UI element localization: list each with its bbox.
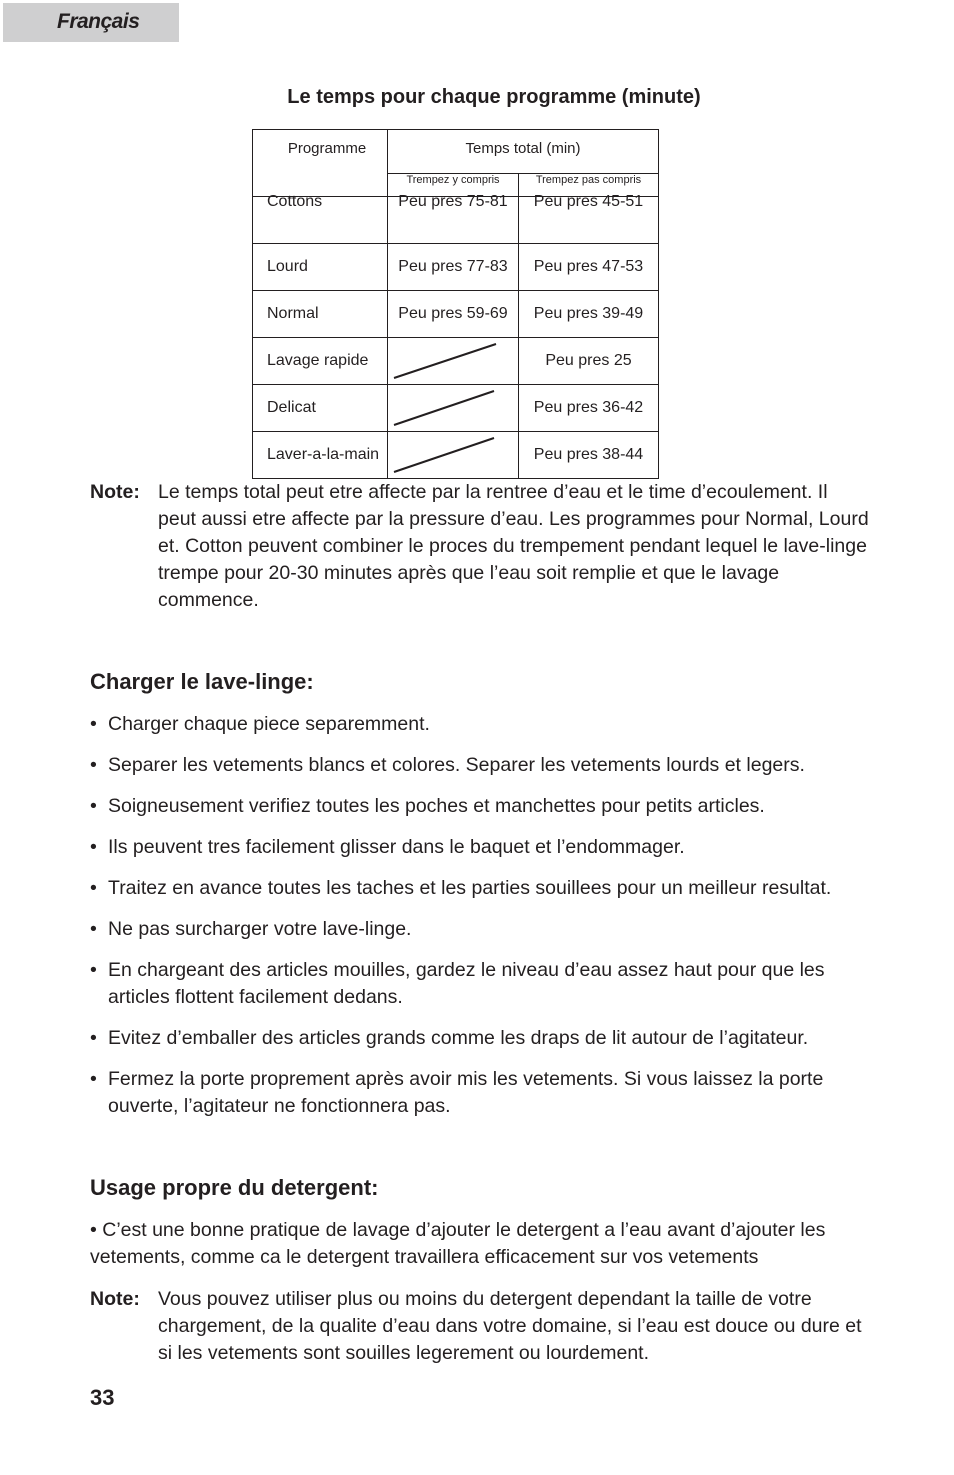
list-item: • Charger chaque piece separemment. — [90, 711, 870, 738]
time-with-soak: Peu pres 75-81 — [398, 193, 508, 210]
time-without-soak: Peu pres 45-51 — [533, 193, 644, 210]
time-with-soak: Peu pres 59-69 — [398, 305, 508, 322]
table-row — [253, 432, 659, 479]
table-row — [253, 244, 659, 291]
list-item: • En chargeant des articles mouilles, gardez le niveau d’eau assez haut pour que les articles flottent facilement dedans. — [90, 957, 870, 1011]
header-total-time: Temps total (min) — [388, 130, 659, 174]
language-tab-label: Français — [57, 10, 140, 33]
time-without-soak: Peu pres 25 — [545, 352, 632, 369]
subheader-without-soak: Trempez pas compris — [519, 174, 659, 197]
not-applicable-cell — [388, 432, 519, 479]
page-number: 33 — [90, 1385, 115, 1410]
note-text: Vous pouvez utiliser plus ou moins du detergent dependant la taille de votre chargement, de la qualite d’eau dans votre domaine, si l’eau est douce ou dure et si les vetements sont souilles legerement ou lourdement. — [158, 1288, 862, 1364]
time-without-soak: Peu pres 47-53 — [533, 258, 644, 275]
language-tab — [3, 3, 179, 42]
loading-heading: Charger le lave-linge: — [90, 669, 314, 694]
programme-name: Cottons — [267, 193, 323, 210]
not-applicable-cell — [388, 338, 519, 385]
programme-name: Laver-a-la-main — [267, 446, 380, 463]
programme-name: Delicat — [267, 399, 316, 416]
list-item: • Traitez en avance toutes les taches et les parties souillees pour un meilleur resultat. — [90, 875, 870, 902]
table-header-row — [253, 130, 659, 174]
list-item: • Evitez d’emballer des articles grands comme les draps de lit autour de l’agitateur. — [90, 1025, 870, 1052]
time-with-soak: Peu pres 77-83 — [398, 258, 508, 275]
not-applicable-cell — [388, 385, 519, 432]
note-total-time — [90, 479, 870, 614]
diagonal-strike-icon — [388, 385, 518, 431]
programme-name: Lavage rapide — [267, 352, 369, 369]
list-item: • Soigneusement verifiez toutes les poches et manchettes pour petits articles. — [90, 793, 870, 820]
loading-bullet-list — [90, 711, 870, 1134]
time-without-soak: Peu pres 39-49 — [533, 305, 644, 322]
table-row — [253, 385, 659, 432]
table-row — [253, 338, 659, 385]
table-row — [253, 291, 659, 338]
time-without-soak: Peu pres 38-44 — [533, 446, 644, 463]
programme-name: Normal — [267, 305, 319, 322]
note-detergent — [90, 1286, 870, 1367]
list-item: • Fermez la porte proprement après avoir mis les vetements. Si vous laissez la porte ouverte, l’agitateur ne fonctionnera pas. — [90, 1066, 870, 1120]
list-item: • Separer les vetements blancs et colores. Separer les vetements lourds et legers. — [90, 752, 870, 779]
programme-time-table — [252, 129, 659, 479]
note-text: Le temps total peut etre affecte par la rentree d’eau et le time d’ecoulement. Il peut aussi etre affecte par la pressure d’eau. Les programmes pour Normal, Lourd et. Cotton peuvent combiner le proces du trempement pendant lequel le lave-linge trempe pour 20-30 minutes après que l’eau soit remplie et que le lavage commence. — [158, 481, 869, 611]
table-row — [253, 197, 659, 244]
header-programme: Programme — [253, 130, 388, 197]
list-item: • Ne pas surcharger votre lave-linge. — [90, 916, 870, 943]
note-label: Note: — [90, 481, 140, 503]
detergent-heading: Usage propre du detergent: — [90, 1175, 379, 1200]
time-without-soak: Peu pres 36-42 — [533, 399, 644, 416]
table-title: Le temps pour chaque programme (minute) — [287, 86, 701, 108]
programme-name: Lourd — [267, 258, 308, 275]
diagonal-strike-icon — [388, 432, 518, 478]
list-item: • Ils peuvent tres facilement glisser dans le baquet et l’endommager. — [90, 834, 870, 861]
subheader-with-soak: Trempez y compris — [388, 174, 519, 197]
note-label: Note: — [90, 1288, 140, 1310]
detergent-paragraph: • C’est une bonne pratique de lavage d’ajouter le detergent a l’eau avant d’ajouter les vetements, comme ca le detergent travaillera efficacement sur vos vetements — [90, 1219, 826, 1268]
diagonal-strike-icon — [388, 338, 518, 384]
